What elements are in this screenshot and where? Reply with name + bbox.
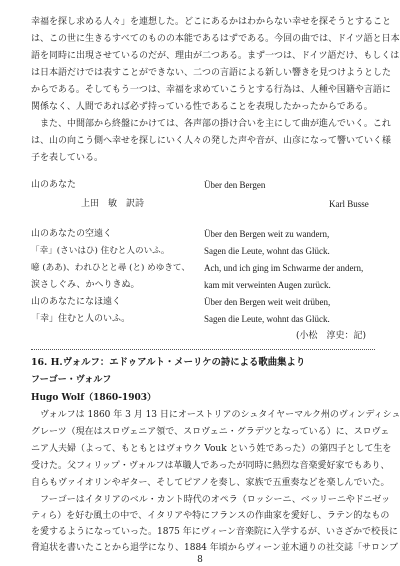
- poem-jp-title: 山のあなた: [31, 180, 77, 190]
- poem-jp-line: 山のあなたの空遠く: [31, 229, 113, 239]
- poem-jp-line: 涙さしぐみ、かへりきぬ。: [31, 280, 140, 290]
- poem-de-line: Sagen die Leute, wohnt das Glück.: [204, 246, 330, 256]
- section-subheading: フーゴー・ヴォルフ: [31, 375, 112, 385]
- poem-jp-line: 噫 (ああ)、われひとと尋 (と) めゆきて、: [31, 263, 190, 273]
- section-divider: [31, 349, 375, 350]
- author-credit: (小松 淳史：記): [296, 331, 367, 341]
- body-line: を愛するようになっていった。1875 年にヴィーン音楽院に入学するが、いさざかで校長に: [31, 527, 399, 537]
- intro-line: は、山の向こう側へ幸せを探しにいく人々の発した声や音が、山彦になって響いていく様: [31, 136, 392, 146]
- poem-de-line: Über den Bergen weit weit drüben,: [204, 297, 331, 307]
- body-line: 脅迫状を書いたことから退学になり、1884 年頃からヴィーン並木通りの社交誌「サロンブ: [31, 543, 399, 553]
- intro-line: また、中間部から終盤にかけては、各声部の掛け合いを主にして曲が進んでいく。これ: [31, 119, 391, 129]
- intro-line: からである。そしてもう一つは、幸福を求めていこうとする行為は、人種や国籍や言語に: [31, 85, 391, 95]
- poem-de-line: Sagen die Leute, wohnt das Glück.: [204, 314, 330, 324]
- poem-jp-line: 「幸」住むと人のいふ。: [31, 314, 131, 324]
- body-line: グレーツ（現在はスロヴェニア領で、スロヴェニ・グラデツとなっている）に、スロヴェ: [31, 427, 390, 437]
- body-line: 受けた。父フィリップ・ヴォルフは革職人であったが同時に熱烈な音楽愛好家でもあり、: [31, 461, 390, 471]
- poem-de-title: Über den Bergen: [204, 180, 266, 190]
- body-line: ニア人夫婦（よって、もともとはヴォウク Vouk という姓であった）の第四子として生を: [31, 444, 392, 454]
- poem-de-author: Karl Busse: [329, 199, 369, 209]
- intro-line: 語を同時に出現させているのだが、理由が二つある。まず一つは、ドイツ語だけ、もしくは: [31, 51, 400, 61]
- poem-de-line: Über den Bergen weit zu wandern,: [204, 229, 330, 239]
- poem-jp-line: 「幸」(さいはひ) 住むと人のいふ。: [31, 246, 170, 256]
- poem-de-line: Ach, und ich ging im Schwarme der andern,: [204, 263, 364, 273]
- body-line: ヴォルフは 1860 年 3 月 13 日にオーストリアのシュタイヤーマルク州のヴィンディシュ: [31, 410, 400, 420]
- body-line: フーゴーはイタリアのベル・カント時代のオペラ（ロッシーニ、ベッリーニやドニゼッ: [31, 495, 391, 505]
- intro-line: は、この世に生きるすべてのものの本能であるはずである。今回の曲では、ドイツ語と日本: [31, 34, 400, 44]
- intro-line: 幸福を探し求める人々」を連想した。どこにあるかはわからない幸せを探そうとすること: [31, 17, 392, 27]
- composer-name: Hugo Wolf（1860-1903）: [31, 393, 156, 403]
- section-heading: 16. H.ヴォルフ：エドゥアルト・メーリケの詩による歌曲集より: [31, 357, 306, 368]
- intro-line: は日本語だけでは表すことができない、二つの言語による新しい響きを見つけようとした: [31, 68, 392, 78]
- body-line: 自らもヴァイオリンやギター、そしてピアノを奏し、家族で五重奏などを楽しんでいた。: [31, 478, 390, 488]
- intro-line: 子を表している。: [31, 153, 104, 163]
- intro-line: 関係なく、人間であれば必ず持っている性であることを表現したかったからである。: [31, 102, 373, 112]
- page-number: 8: [197, 555, 203, 565]
- poem-de-line: kam mit verweinten Augen zurück.: [204, 280, 331, 290]
- poem-jp-line: 山のあなたになほ遠く: [31, 297, 122, 307]
- poem-jp-author: 上田 敏 訳詩: [81, 199, 145, 209]
- body-line: ティら）を好む風土の中で、イタリアや特にフランスの作曲家を愛好し、ラテン的なもの: [31, 511, 390, 521]
